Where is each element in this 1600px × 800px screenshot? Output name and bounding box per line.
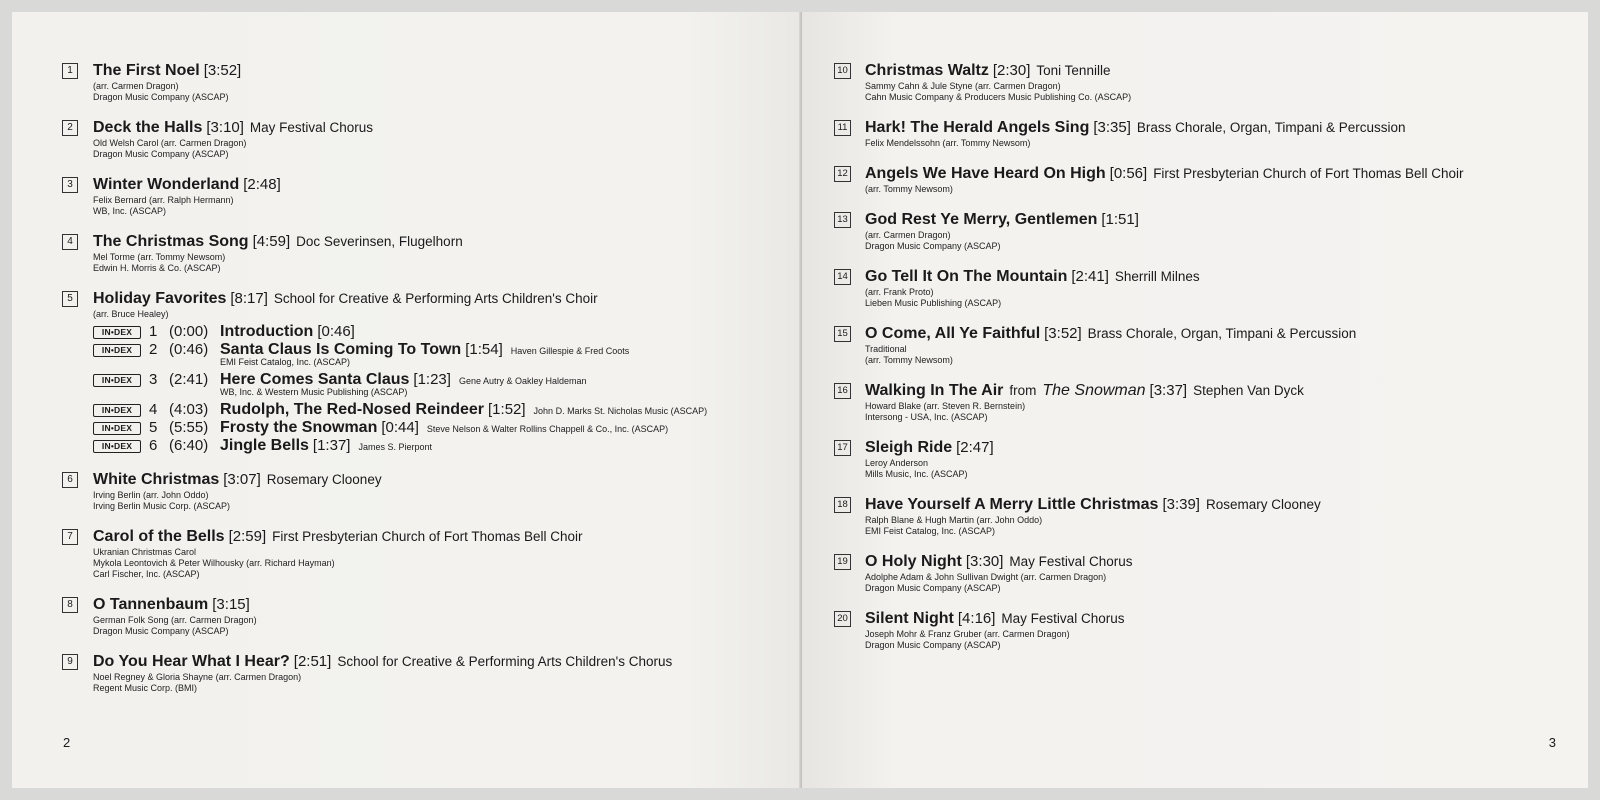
track-item	[834, 163, 1574, 195]
index-credit: John D. Marks St. Nicholas Music (ASCAP)	[533, 406, 708, 416]
index-badge: IN•DEX	[93, 440, 141, 453]
index-badge: IN•DEX	[93, 374, 141, 387]
track-credit: Intersong - USA, Inc. (ASCAP)	[865, 412, 988, 422]
track-performer: Brass Chorale, Organ, Timpani & Percussion	[1136, 120, 1406, 135]
track-duration: [3:39]	[1162, 496, 1200, 513]
right-page	[802, 12, 1588, 788]
track-item	[62, 526, 782, 580]
track-heading	[865, 551, 1574, 572]
track-number-box: 17	[834, 440, 851, 456]
index-start-time: (5:55)	[169, 419, 209, 436]
track-credit: German Folk Song (arr. Carmen Dragon)	[93, 615, 257, 625]
index-heading	[220, 437, 432, 455]
track-heading	[93, 526, 782, 547]
track-number-box: 18	[834, 497, 851, 513]
track-number-box: 12	[834, 166, 851, 182]
track-heading	[865, 323, 1574, 344]
index-credit-line2: WB, Inc. & Western Music Publishing (ASCAP)	[220, 387, 408, 397]
track-item	[834, 117, 1574, 149]
index-credit: Haven Gillespie & Fred Coots	[510, 346, 630, 356]
track-credit: Adolphe Adam & John Sullivan Dwight (arr. Carmen Dragon)	[865, 572, 1107, 582]
track-credit: Edwin H. Morris & Co. (ASCAP)	[93, 263, 221, 273]
track-heading	[93, 117, 782, 138]
track-heading	[865, 437, 1574, 458]
track-item	[834, 323, 1574, 366]
index-start-time: (2:41)	[169, 371, 209, 388]
track-credit: Dragon Music Company (ASCAP)	[93, 149, 229, 159]
track-credit: Mel Torme (arr. Tommy Newsom)	[93, 252, 226, 262]
track-duration: [3:15]	[212, 596, 250, 613]
track-credit: Dragon Music Company (ASCAP)	[865, 241, 1001, 251]
index-row	[93, 419, 782, 437]
track-item	[834, 380, 1574, 423]
track-duration: [3:37]	[1149, 382, 1188, 399]
track-number-box: 11	[834, 120, 851, 136]
track-credit: Dragon Music Company (ASCAP)	[93, 92, 229, 102]
track-credit: Irving Berlin (arr. John Oddo)	[93, 490, 209, 500]
track-credit: (arr. Bruce Healey)	[93, 309, 169, 319]
track-number-box: 4	[62, 234, 78, 250]
index-badge: IN•DEX	[93, 344, 141, 357]
index-title: Frosty the Snowman	[220, 419, 378, 436]
track-number-box: 15	[834, 326, 851, 342]
track-duration: [2:47]	[956, 439, 994, 456]
track-performer: First Presbyterian Church of Fort Thomas Bell Choir	[272, 529, 583, 544]
index-row	[93, 341, 782, 371]
index-badge: IN•DEX	[93, 404, 141, 417]
track-item	[834, 551, 1574, 594]
track-title: The First Noel	[93, 62, 200, 79]
track-title: Winter Wonderland	[93, 176, 240, 193]
track-duration: [2:41]	[1071, 268, 1109, 285]
track-performer: May Festival Chorus	[1009, 554, 1133, 569]
index-title: Here Comes Santa Claus	[220, 371, 410, 388]
track-credit: Mills Music, Inc. (ASCAP)	[865, 469, 968, 479]
track-credit: WB, Inc. (ASCAP)	[93, 206, 167, 216]
index-title: Jingle Bells	[220, 437, 309, 454]
track-number-box: 14	[834, 269, 851, 285]
track-number-box: 19	[834, 554, 851, 570]
track-item	[62, 174, 782, 217]
track-credit: Old Welsh Carol (arr. Carmen Dragon)	[93, 138, 247, 148]
track-performer: May Festival Chorus	[1001, 611, 1125, 626]
track-title: Carol of the Bells	[93, 528, 225, 545]
track-title: Go Tell It On The Mountain	[865, 268, 1068, 285]
index-badge: IN•DEX	[93, 422, 141, 435]
track-title: Hark! The Herald Angels Sing	[865, 119, 1090, 136]
track-heading	[93, 174, 782, 195]
track-title-from: from	[1009, 383, 1037, 398]
index-title: Introduction	[220, 323, 314, 340]
track-duration: [3:30]	[965, 553, 1004, 570]
track-heading	[865, 60, 1574, 81]
track-duration: [0:56]	[1109, 165, 1148, 182]
index-number: 4	[149, 401, 158, 418]
index-duration: [1:52]	[488, 401, 526, 418]
track-credit: Dragon Music Company (ASCAP)	[93, 626, 229, 636]
track-duration: [8:17]	[230, 290, 268, 307]
track-credit: Dragon Music Company (ASCAP)	[865, 583, 1001, 593]
index-start-time: (0:46)	[169, 341, 209, 358]
track-number-box: 1	[62, 63, 78, 79]
track-item	[62, 469, 782, 512]
track-title: Holiday Favorites	[93, 290, 227, 307]
track-credit: Mykola Leontovich & Peter Wilhousky (arr. Richard Hayman)	[93, 558, 335, 568]
track-title: The Christmas Song	[93, 233, 249, 250]
track-performer: School for Creative & Performing Arts Children's Choir	[273, 291, 598, 306]
track-duration: [2:30]	[992, 62, 1031, 79]
track-credit: Traditional	[865, 344, 907, 354]
index-duration: [1:23]	[413, 371, 451, 388]
track-credit: (arr. Carmen Dragon)	[93, 81, 179, 91]
track-performer: School for Creative & Performing Arts Children's Chorus	[337, 654, 673, 669]
track-duration: [4:16]	[957, 610, 996, 627]
index-row	[93, 401, 782, 419]
index-title: Rudolph, The Red-Nosed Reindeer	[220, 401, 485, 418]
left-page	[12, 12, 802, 788]
track-heading	[93, 288, 782, 309]
track-duration: [2:48]	[243, 176, 281, 193]
track-heading	[865, 117, 1574, 138]
track-number-box: 7	[62, 529, 78, 545]
track-credit: Howard Blake (arr. Steven R. Bernstein)	[865, 401, 1026, 411]
track-duration: [3:52]	[1044, 325, 1082, 342]
track-item	[62, 231, 782, 274]
index-duration: [0:44]	[381, 419, 419, 436]
track-number-box: 5	[62, 291, 78, 307]
index-badge: IN•DEX	[93, 326, 141, 339]
index-heading	[220, 419, 668, 437]
index-number: 5	[149, 419, 158, 436]
track-heading	[93, 60, 782, 81]
right-tracklist	[834, 60, 1574, 665]
track-credit: Noel Regney & Gloria Shayne (arr. Carmen Dragon)	[93, 672, 302, 682]
index-heading	[220, 323, 355, 341]
track-item	[62, 651, 782, 694]
track-duration: [1:51]	[1101, 211, 1139, 228]
track-performer: Sherrill Milnes	[1114, 269, 1200, 284]
track-title: Do You Hear What I Hear?	[93, 653, 290, 670]
track-performer: Stephen Van Dyck	[1193, 383, 1304, 398]
track-credit: EMI Feist Catalog, Inc. (ASCAP)	[865, 526, 996, 536]
track-performer: May Festival Chorus	[249, 120, 373, 135]
track-credit: Felix Mendelssohn (arr. Tommy Newsom)	[865, 138, 1031, 148]
track-heading	[93, 651, 782, 672]
track-duration: [4:59]	[252, 233, 291, 250]
index-number: 3	[149, 371, 158, 388]
index-row	[93, 437, 782, 455]
track-title-work: The Snowman	[1042, 382, 1146, 399]
track-item	[834, 209, 1574, 252]
track-number-box: 3	[62, 177, 78, 193]
track-number-box: 9	[62, 654, 78, 670]
track-credit: (arr. Tommy Newsom)	[865, 355, 953, 365]
track-heading	[93, 469, 782, 490]
track-credit: Ralph Blane & Hugh Martin (arr. John Oddo)	[865, 515, 1043, 525]
track-title: God Rest Ye Merry, Gentlemen	[865, 211, 1098, 228]
track-credit: Joseph Mohr & Franz Gruber (arr. Carmen Dragon)	[865, 629, 1070, 639]
track-credit: (arr. Carmen Dragon)	[865, 230, 951, 240]
track-credit: Lieben Music Publishing (ASCAP)	[865, 298, 1002, 308]
track-credit: Irving Berlin Music Corp. (ASCAP)	[93, 501, 231, 511]
track-duration: [3:52]	[203, 62, 242, 79]
track-credit: Felix Bernard (arr. Ralph Hermann)	[93, 195, 234, 205]
track-title: O Holy Night	[865, 553, 962, 570]
track-heading	[865, 494, 1574, 515]
track-title: O Tannenbaum	[93, 596, 209, 613]
track-number-box: 16	[834, 383, 851, 399]
track-number-box: 6	[62, 472, 78, 488]
index-start-time: (0:00)	[169, 323, 209, 340]
track-performer: Brass Chorale, Organ, Timpani & Percussion	[1087, 326, 1357, 341]
track-duration: [3:07]	[223, 471, 261, 488]
track-item	[834, 608, 1574, 651]
track-heading	[865, 608, 1574, 629]
track-performer: Toni Tennille	[1036, 63, 1111, 78]
track-credit: Ukranian Christmas Carol	[93, 547, 197, 557]
track-heading	[865, 209, 1574, 230]
track-item	[834, 60, 1574, 103]
index-duration: [1:54]	[465, 341, 503, 358]
index-list	[93, 323, 782, 455]
track-item	[834, 437, 1574, 480]
track-credit: Sammy Cahn & Jule Styne (arr. Carmen Dragon)	[865, 81, 1061, 91]
index-credit: Gene Autry & Oakley Haldeman	[458, 376, 587, 386]
page-number-left: 2	[63, 735, 71, 750]
track-title: White Christmas	[93, 471, 220, 488]
index-duration: [1:37]	[312, 437, 351, 454]
track-credit: Regent Music Corp. (BMI)	[93, 683, 198, 693]
track-number-box: 10	[834, 63, 851, 79]
index-start-time: (6:40)	[169, 437, 209, 454]
index-credit-line2: EMI Feist Catalog, Inc. (ASCAP)	[220, 357, 351, 367]
index-title: Santa Claus Is Coming To Town	[220, 341, 462, 358]
index-start-time: (4:03)	[169, 401, 209, 418]
track-item	[62, 60, 782, 103]
track-number-box: 2	[62, 120, 78, 136]
left-tracklist	[62, 60, 782, 708]
track-number-box: 8	[62, 597, 78, 613]
track-credit: Dragon Music Company (ASCAP)	[865, 640, 1001, 650]
track-item	[834, 266, 1574, 309]
track-title: Deck the Halls	[93, 119, 203, 136]
track-heading	[93, 594, 782, 615]
track-title: Silent Night	[865, 610, 954, 627]
page-number-right: 3	[1548, 735, 1556, 750]
track-heading	[865, 163, 1574, 184]
track-item	[62, 117, 782, 160]
track-credit: (arr. Tommy Newsom)	[865, 184, 953, 194]
track-title: Christmas Waltz	[865, 62, 989, 79]
track-item	[62, 288, 782, 455]
track-credit: Leroy Anderson	[865, 458, 929, 468]
track-title: Walking In The Air	[865, 382, 1004, 399]
index-row	[93, 371, 782, 401]
track-number-box: 13	[834, 212, 851, 228]
index-heading	[220, 401, 707, 419]
index-row	[93, 323, 782, 341]
track-heading	[93, 231, 782, 252]
track-performer: Rosemary Clooney	[1205, 497, 1321, 512]
index-duration: [0:46]	[317, 323, 355, 340]
track-duration: [3:35]	[1093, 119, 1131, 136]
track-credit: (arr. Frank Proto)	[865, 287, 934, 297]
track-title: Sleigh Ride	[865, 439, 953, 456]
track-performer: First Presbyterian Church of Fort Thomas Bell Choir	[1153, 166, 1464, 181]
track-duration: [2:51]	[293, 653, 332, 670]
track-duration: [3:10]	[206, 119, 244, 136]
track-heading	[865, 266, 1574, 287]
index-number: 1	[149, 323, 158, 340]
track-title: O Come, All Ye Faithful	[865, 325, 1041, 342]
track-item	[834, 494, 1574, 537]
track-credit: Carl Fischer, Inc. (ASCAP)	[93, 569, 200, 579]
track-heading	[865, 380, 1574, 401]
track-performer: Rosemary Clooney	[266, 472, 382, 487]
index-credit: James S. Pierpont	[358, 442, 432, 452]
index-number: 2	[149, 341, 158, 358]
track-title: Have Yourself A Merry Little Christmas	[865, 496, 1159, 513]
index-number: 6	[149, 437, 158, 454]
track-performer: Doc Severinsen, Flugelhorn	[296, 234, 463, 249]
track-credit: Cahn Music Company & Producers Music Publishing Co. (ASCAP)	[865, 92, 1132, 102]
index-credit: Steve Nelson & Walter Rollins Chappell & Co., Inc. (ASCAP)	[426, 424, 669, 434]
track-title: Angels We Have Heard On High	[865, 165, 1106, 182]
track-duration: [2:59]	[228, 528, 267, 545]
track-item	[62, 594, 782, 637]
track-number-box: 20	[834, 611, 851, 627]
